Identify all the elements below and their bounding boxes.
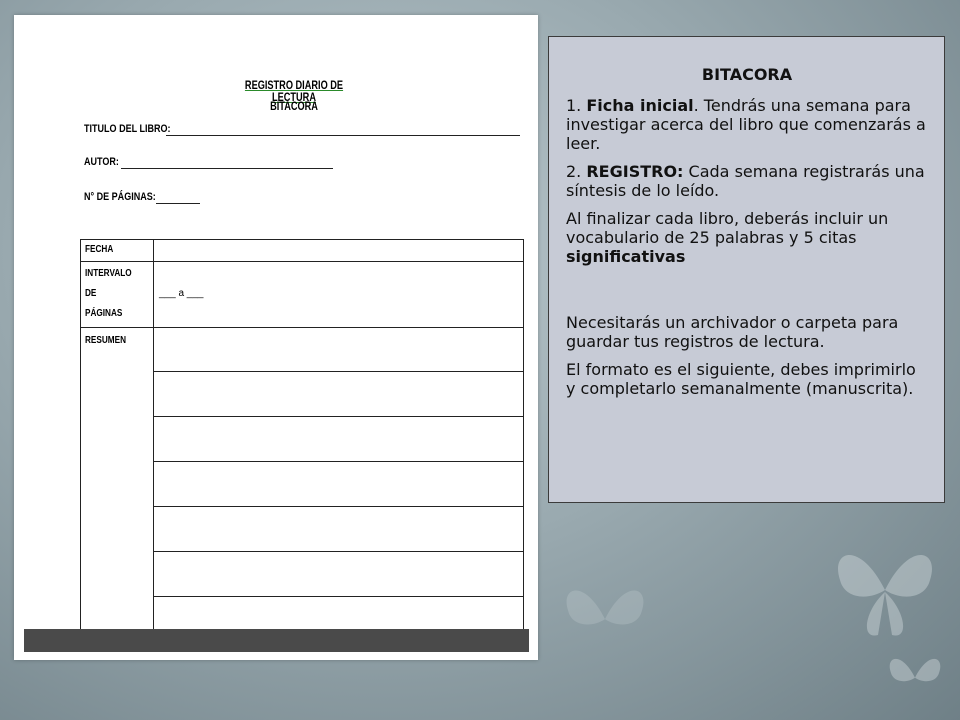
instruction-paragraph-3	[566, 209, 928, 266]
table-divider	[81, 261, 523, 262]
table-divider	[153, 461, 523, 462]
table-label-date: FECHA	[85, 244, 114, 255]
table-divider	[153, 596, 523, 597]
instruction-paragraph-5: El formato es el siguiente, debes imprimirlo y completarlo semanalmente (manuscrita).	[566, 360, 916, 398]
item-text: . Tendrás una semana para investigar acerca del libro que comenzarás a leer.	[566, 96, 926, 153]
butterfly-decoration-icon	[830, 520, 940, 650]
table-label-page-range: INTERVALO DE PÁGINAS	[85, 268, 132, 319]
instruction-item-1	[566, 96, 928, 153]
form-table	[80, 239, 524, 630]
table-label-summary: RESUMEN	[85, 335, 127, 346]
table-divider	[153, 416, 523, 417]
image-bottom-bar	[24, 629, 529, 652]
butterfly-decoration-icon	[560, 560, 650, 670]
table-divider	[81, 327, 523, 328]
form-field-line	[121, 168, 333, 169]
panel-heading: BITACORA	[701, 65, 793, 84]
form-field-author: AUTOR:	[84, 156, 119, 168]
table-divider	[153, 551, 523, 552]
item-emphasis: REGISTRO:	[586, 162, 684, 181]
table-divider	[153, 506, 523, 507]
table-divider	[153, 371, 523, 372]
instruction-item-2	[566, 162, 928, 200]
instructions-panel	[548, 36, 945, 503]
form-title: REGISTRO DIARIO DE LECTURA	[244, 80, 344, 104]
reading-log-form-image	[14, 15, 538, 660]
form-field-book-title: TITULO DEL LIBRO:	[84, 123, 171, 135]
paragraph-emphasis: significativas	[566, 247, 686, 266]
item-number: 2.	[566, 162, 587, 181]
table-divider	[153, 240, 154, 629]
item-number: 1.	[566, 96, 587, 115]
form-field-line	[166, 135, 520, 136]
spacer	[566, 275, 928, 313]
butterfly-decoration-icon	[880, 640, 950, 710]
instruction-paragraph-4: Necesitarás un archivador o carpeta para guardar tus registros de lectura.	[566, 313, 899, 351]
paragraph-text: Al finalizar cada libro, deberás incluir un vocabulario de 25 palabras y 5 citas	[566, 209, 889, 247]
page-range-blank: ___ a ___	[159, 288, 204, 299]
form-subtitle: BITACORA	[270, 101, 318, 113]
form-field-pages: N° DE PÁGINAS:	[84, 191, 156, 203]
item-text: Cada semana registrarás una síntesis de lo leído.	[566, 162, 925, 200]
item-emphasis: Ficha inicial	[586, 96, 694, 115]
form-field-line	[156, 203, 200, 204]
